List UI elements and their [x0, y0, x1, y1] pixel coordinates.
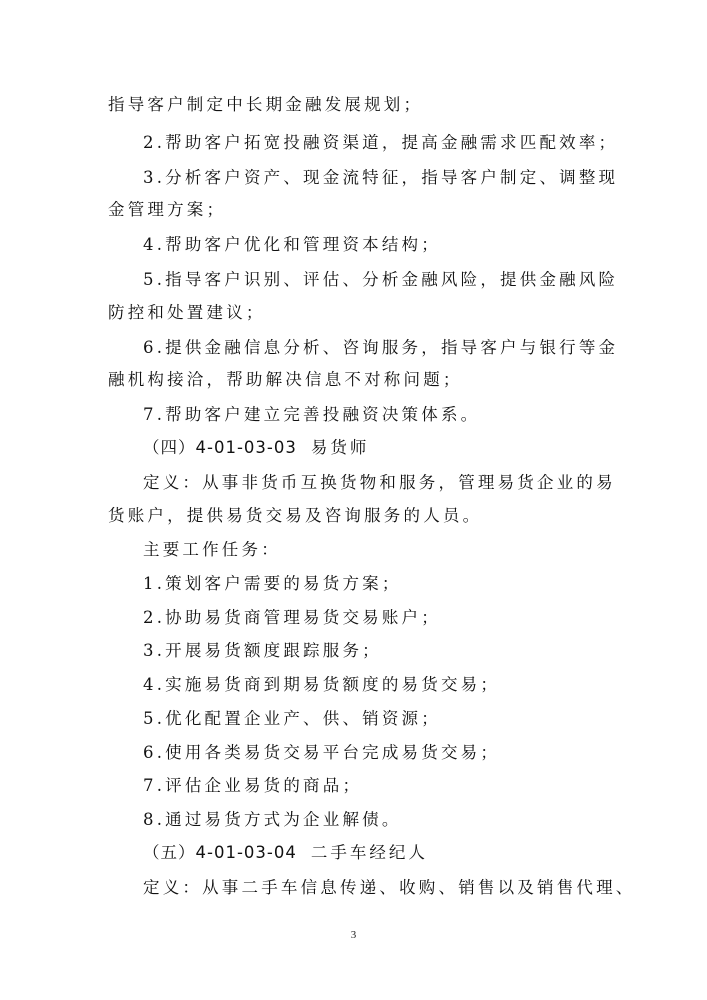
- definition-line: 定义：从事二手车信息传递、收购、销售以及销售代理、: [143, 878, 636, 897]
- body-line: 货账户，提供易货交易及咨询服务的人员。: [108, 506, 483, 525]
- body-line: 指导客户制定中长期金融发展规划；: [108, 95, 424, 114]
- body-line: 融机构接洽，帮助解决信息不对称问题；: [108, 370, 463, 389]
- list-item: 7.帮助客户建立完善投融资决策体系。: [143, 405, 481, 424]
- page-number: 3: [350, 929, 357, 941]
- list-item: 5.指导客户识别、评估、分析金融风险，提供金融风险: [143, 270, 619, 289]
- list-item: 4.实施易货商到期易货额度的易货交易；: [143, 675, 501, 694]
- list-item: 7.评估企业易货的商品；: [143, 776, 363, 795]
- body-line: 金管理方案；: [108, 200, 227, 219]
- body-line: 防控和处置建议；: [108, 303, 266, 322]
- section-title: 二手车经纪人: [310, 843, 428, 862]
- list-item: 5.优化配置企业产、供、销资源；: [143, 709, 441, 728]
- list-item: 2.帮助客户拓宽投融资渠道，提高金融需求匹配效率；: [143, 133, 619, 152]
- section-heading: [0, 843, 707, 863]
- list-item: 4.帮助客户优化和管理资本结构；: [143, 235, 441, 254]
- list-item: 3.开展易货额度跟踪服务；: [143, 641, 382, 660]
- list-item: 1.策划客户需要的易货方案；: [143, 574, 402, 593]
- section-number: （五）4-01-03-04: [143, 843, 297, 862]
- list-item: 8.通过易货方式为企业解债。: [143, 810, 402, 829]
- section-heading: [0, 438, 707, 458]
- section-title: 易货师: [310, 438, 370, 457]
- list-item: 6.提供金融信息分析、咨询服务，指导客户与银行等金: [143, 338, 619, 357]
- list-item: 6.使用各类易货交易平台完成易货交易；: [143, 743, 501, 762]
- list-item: 3.分析客户资产、现金流特征，指导客户制定、调整现: [143, 168, 619, 187]
- definition-line: 定义：从事非货币互换货物和服务，管理易货企业的易: [143, 473, 616, 492]
- list-item: 2.协助易货商管理易货交易账户；: [143, 608, 441, 627]
- section-number: （四）4-01-03-03: [143, 438, 297, 457]
- subheading: 主要工作任务：: [143, 540, 281, 559]
